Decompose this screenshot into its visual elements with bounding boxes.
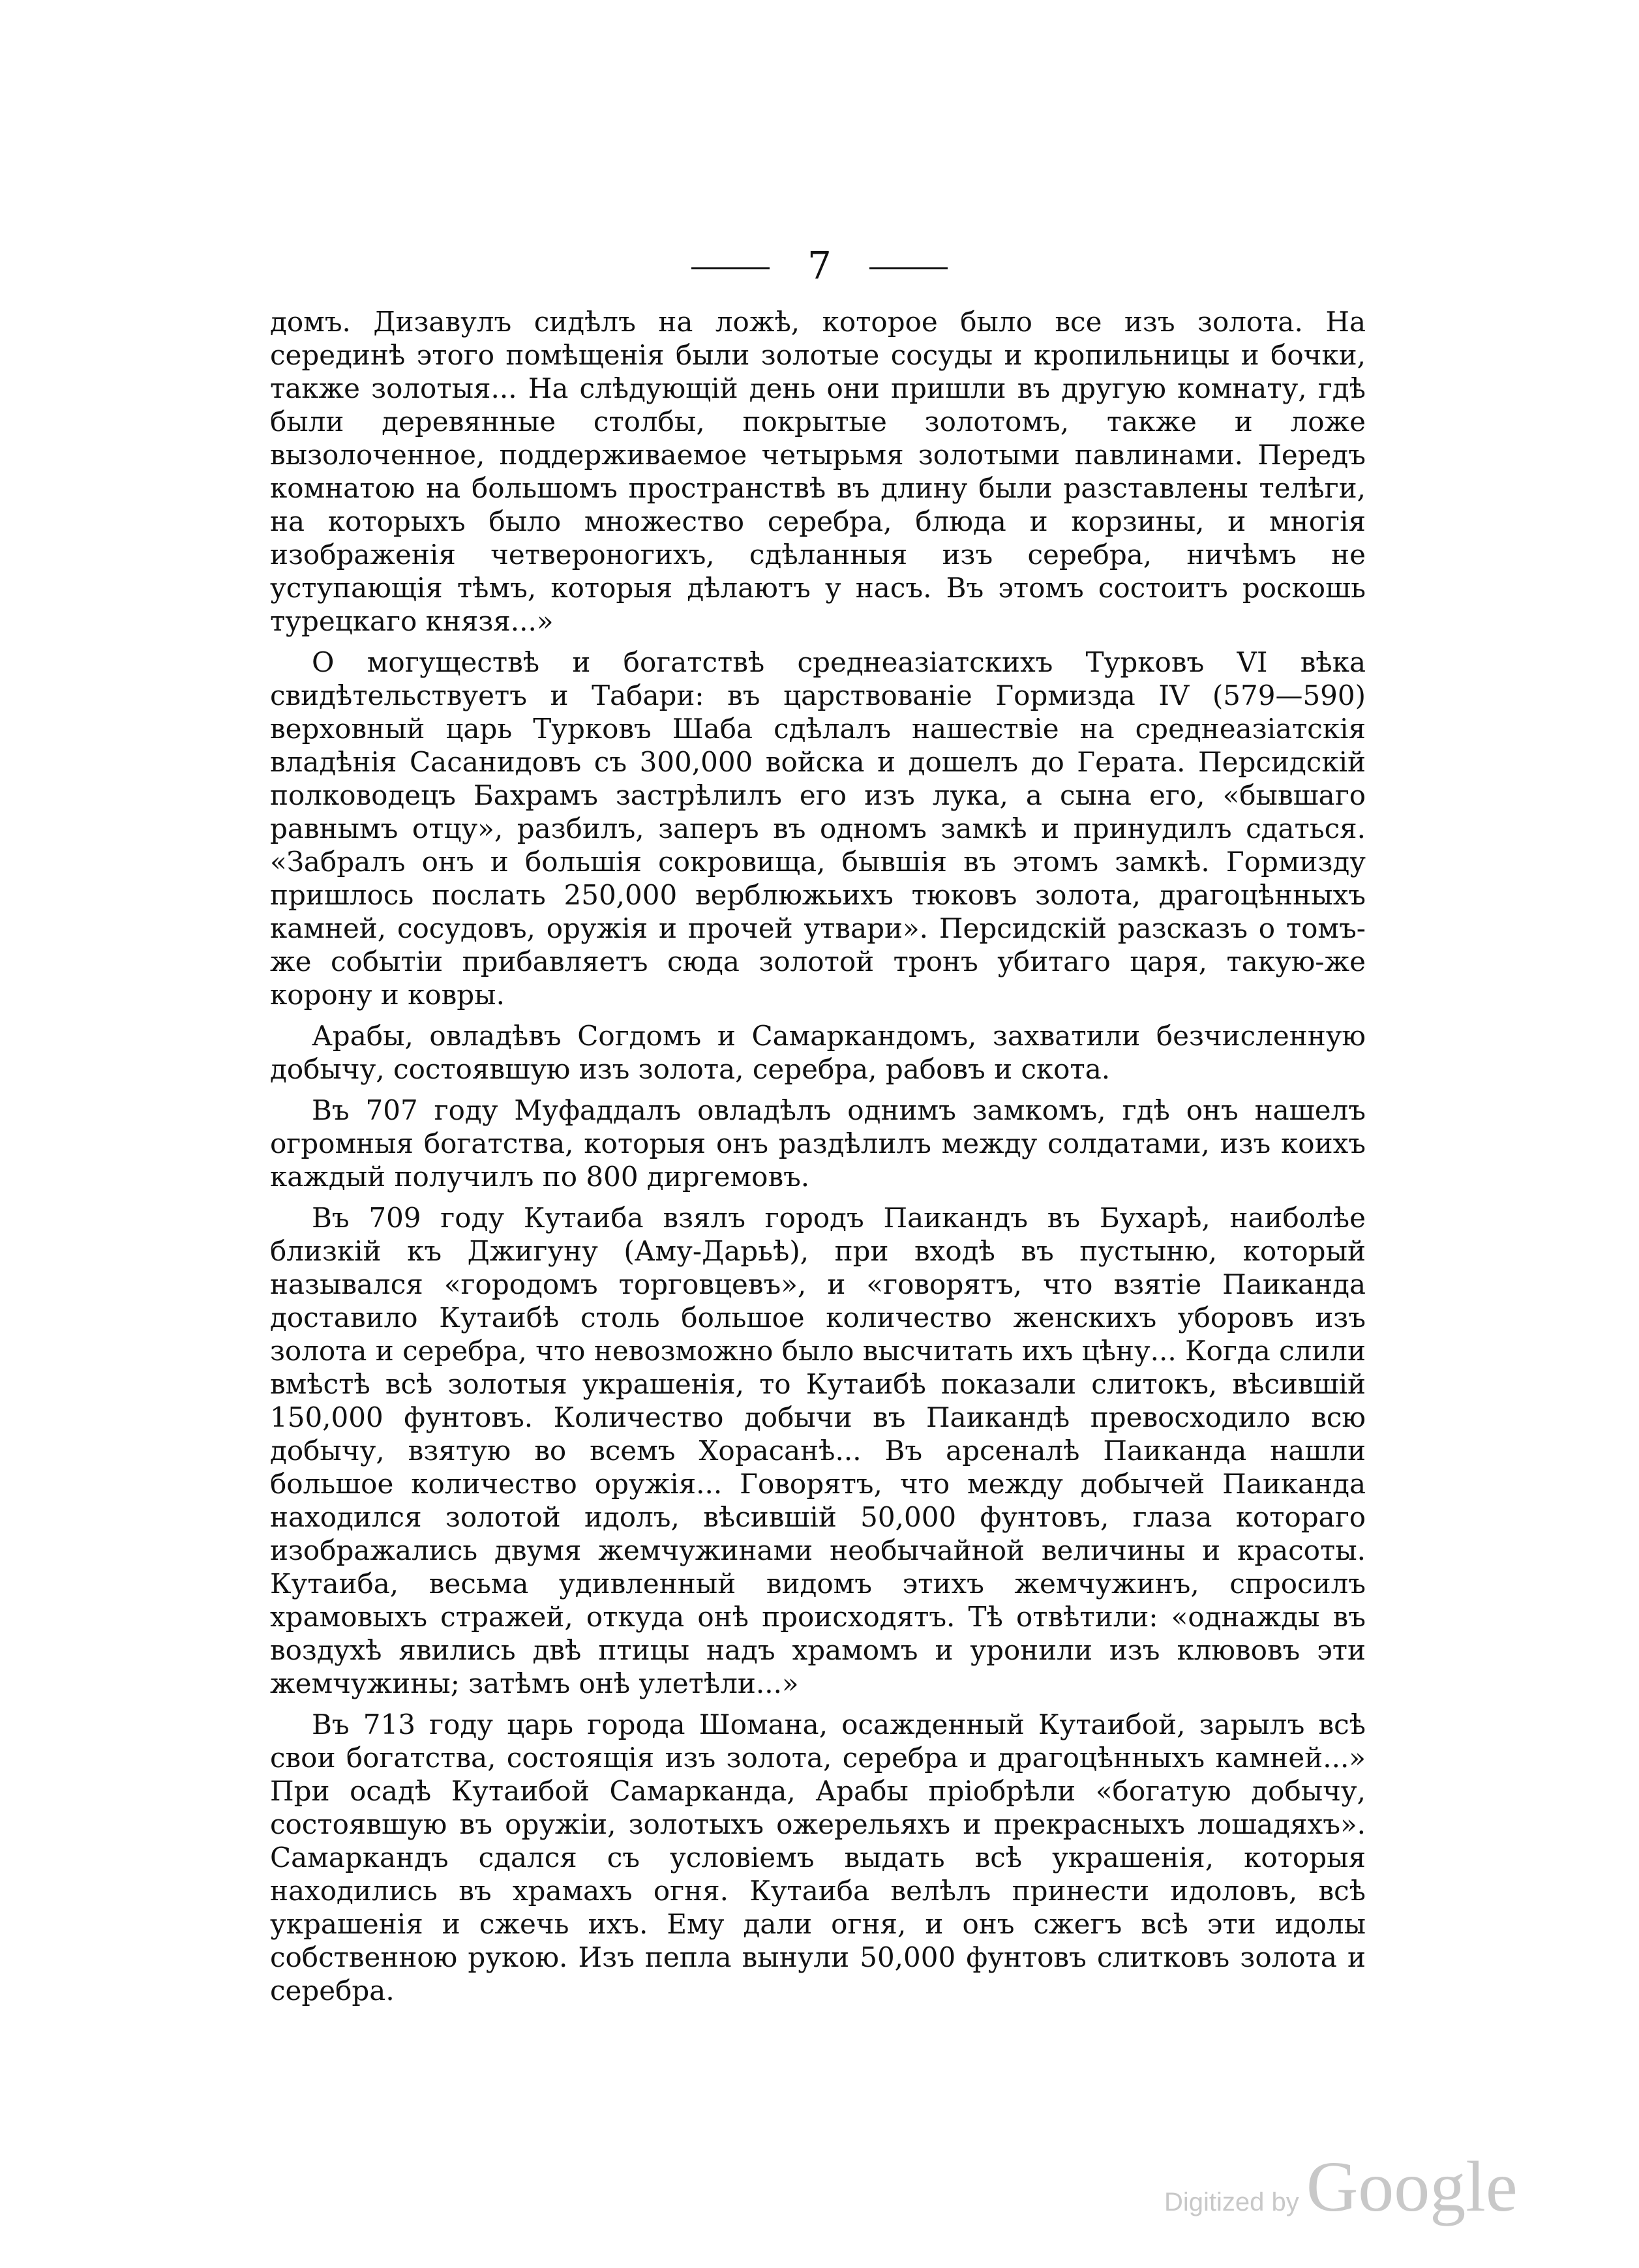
paragraph: Въ 713 году царь города Шомана, осажденный Кутаибой, зарылъ всѣ свои богатства, состоящія изъ золота, серебра и драгоцѣнныхъ камней...» При осадѣ Кутаибой Самарканда, Арабы пріобрѣли «богатую добычу, состоявшую въ оружіи, золотыхъ ожерельяхъ и прекрасныхъ лошадяхъ». Самаркандъ сдался съ условіемъ выдать всѣ украшенія, которыя находились въ храмахъ огня. Кутаиба велѣлъ принести идоловъ, всѣ украшенія и сжечь ихъ. Ему дали огня, и онъ сжегъ всѣ эти идолы собственною рукою. Изъ пепла вынули 50,000 фунтовъ слитковъ золота и серебра. bbox=[270, 1708, 1366, 2007]
page-header bbox=[0, 243, 1639, 288]
watermark-prefix: Digitized by bbox=[1164, 2188, 1299, 2216]
paragraph: О могуществѣ и богатствѣ среднеазіатскихъ Турковъ VI вѣка свидѣтельствуетъ и Табари: въ царствованіе Гормизда IV (579—590) верховный царь Турковъ Шаба сдѣлалъ нашествіе на среднеазіатскія владѣнія Сасанидовъ съ 300,000 войска и дошелъ до Герата. Персидскій полководецъ Бахрамъ застрѣлилъ его изъ лука, а сына его, «бывшаго равнымъ отцу», разбилъ, заперъ въ одномъ замкѣ и принудилъ сдаться. «Забралъ онъ и большія сокровища, бывшія въ этомъ замкѣ. Гормизду пришлось послать 250,000 верблюжьихъ тюковъ золота, драгоцѣнныхъ камней, сосудовъ, оружія и прочей утвари». Персидскій разсказъ о томъ-же событіи прибавляетъ сюда золотой тронъ убитаго царя, такую-же корону и ковры. bbox=[270, 646, 1366, 1011]
page-number: 7 bbox=[807, 243, 832, 288]
paragraph: Въ 709 году Кутаиба взялъ городъ Паикандъ въ Бухарѣ, наиболѣе близкій къ Джигуну (Аму-Дарьѣ), при входѣ въ пустыню, который назывался «городомъ торговцевъ», и «говорятъ, что взятіе Паиканда доставило Кутаибѣ столь большое количество женскихъ уборовъ изъ золота и серебра, что невозможно было высчитать ихъ цѣну... Когда слили вмѣстѣ всѣ золотыя украшенія, то Кутаибѣ показали слитокъ, вѣсившій 150,000 фунтовъ. Количество добычи въ Паикандѣ превосходило всю добычу, взятую во всемъ Хорасанѣ... Въ арсеналѣ Паиканда нашли большое количество оружія... Говорятъ, что между добычей Паиканда находился золотой идолъ, вѣсившій 50,000 фунтовъ, глаза котораго изображались двумя жемчужинами необычайной величины и красоты. Кутаиба, весьма удивленный видомъ этихъ жемчужинъ, спросилъ храмовыхъ стражей, откуда онѣ происходятъ. Тѣ отвѣтили: «однажды въ воздухѣ явились двѣ птицы надъ храмомъ и уронили изъ клювовъ эти жемчужины; затѣмъ онѣ улетѣли...» bbox=[270, 1202, 1366, 1699]
paragraph-continued: домъ. Дизавулъ сидѣлъ на ложѣ, которое было все изъ золота. На серединѣ этого помѣщенія были золотые сосуды и кропильницы и бочки, также золотыя... На слѣдующій день они пришли въ другую комнату, гдѣ были деревянные столбы, покрытые золотомъ, также и ложе вызолоченное, поддерживаемое четырьмя золотыми павлинами. Передъ комнатою на большомъ пространствѣ въ длину были разставлены телѣги, на которыхъ было множество серебра, блюда и корзины, и многія изображенія четвероногихъ, сдѣланныя изъ серебра, ничѣмъ не уступающія тѣмъ, которыя дѣлаютъ у насъ. Въ этомъ состоитъ роскошь турецкаго князя...» bbox=[270, 306, 1366, 637]
header-rule-right bbox=[869, 267, 948, 269]
paragraph: Въ 707 году Муфаддалъ овладѣлъ однимъ замкомъ, гдѣ онъ нашелъ огромныя богатства, которыя онъ раздѣлилъ между солдатами, изъ коихъ каждый получилъ по 800 диргемовъ. bbox=[270, 1094, 1366, 1193]
google-logo: Google bbox=[1306, 2147, 1518, 2226]
body-text bbox=[270, 305, 1366, 2007]
header-rule-left bbox=[691, 267, 770, 269]
paragraph: Арабы, овладѣвъ Согдомъ и Самаркандомъ, захватили безчисленную добычу, состоявшую изъ золота, серебра, рабовъ и скота. bbox=[270, 1020, 1366, 1085]
digitized-watermark bbox=[1164, 2145, 1518, 2228]
